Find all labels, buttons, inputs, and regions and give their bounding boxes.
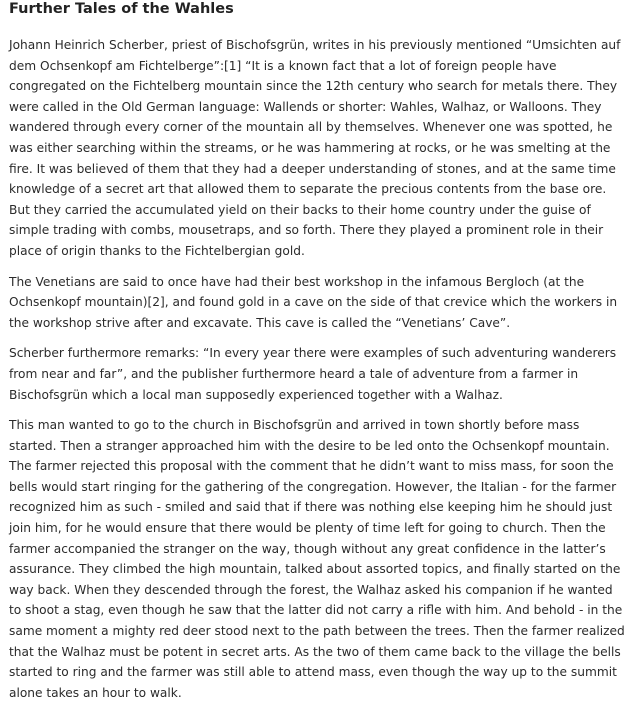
article-body xyxy=(9,35,625,703)
paragraph-scherber-remarks: Scherber furthermore remarks: “In every year there were examples of such adventuring wanderers from near and far”, and the publisher furthermore heard a tale of adventure from a farmer in Bischofsgrün which a local man supposedly experienced together with a Walhaz. xyxy=(9,346,617,402)
paragraph-farmer-tale: This man wanted to go to the church in Bischofsgrün and arrived in town shortly before mass started. Then a stranger approached him with the desire to be led onto the Ochsenkopf mountain. The farmer rejected this proposal with the comment that he didn’t want to miss mass, for soon the bells would start ringing for the gathering of the congregation. However, the Italian - for the farmer recognized him as such - smiled and said that if there was nothing else keeping him he should just join him, for he would ensure that there would be plenty of time left for going to church. Then the farmer accompanied the stranger on the way, though without any great confidence in the latter’s assurance. They climbed the high mountain, talked about assorted topics, and finally started on the way back. When they descended through the forest, the Walhaz asked his companion if he wanted to shoot a stag, even though he saw that the latter did not carry a rifle with him. And behold - in the same moment a mighty red deer stood next to the path between the trees. Then the farmer realized that the Walhaz must be potent in secret arts. As the two of them came back to the village the bells started to ring and the farmer was still able to attend mass, even though the way up to the summit alone takes an hour to walk. xyxy=(9,418,625,700)
article-title: Further Tales of the Wahles xyxy=(9,1,234,17)
paragraph-venetians-cave: The Venetians are said to once have had their best workshop in the infamous Bergloch (at the Ochsenkopf mountain)[2], and found gold in a cave on the side of that crevice which the workers in the workshop strive after and excavate. This cave is called the “Venetians’ Cave”. xyxy=(9,274,618,330)
paragraph-scherber-quote: Johann Heinrich Scherber, priest of Bischofsgrün, writes in his previously mentioned “Umsichten auf dem Ochsenkopf am Fichtelberge”:[1] “It is a known fact that a lot of foreign people have congregated on the Fichtelberg mountain since the 12th century who search for metals there. They were called in the Old German language: Wallends or shorter: Wahles, Walhaz, or Walloons. They wandered through every corner of the mountain all by themselves. Whenever one was spotted, he was either searching within the streams, or he was hammering at rocks, or he was smelting at the fire. It was believed of them that they had a deeper understanding of stones, and at the same time knowledge of a secret art that allowed them to separate the precious contents from the base ore. But they carried the accumulated yield on their backs to their home country under the guise of simple trading with combs, mousetraps, and so forth. There they played a prominent role in their place of origin thanks to the Fichtelbergian gold. xyxy=(9,38,621,258)
